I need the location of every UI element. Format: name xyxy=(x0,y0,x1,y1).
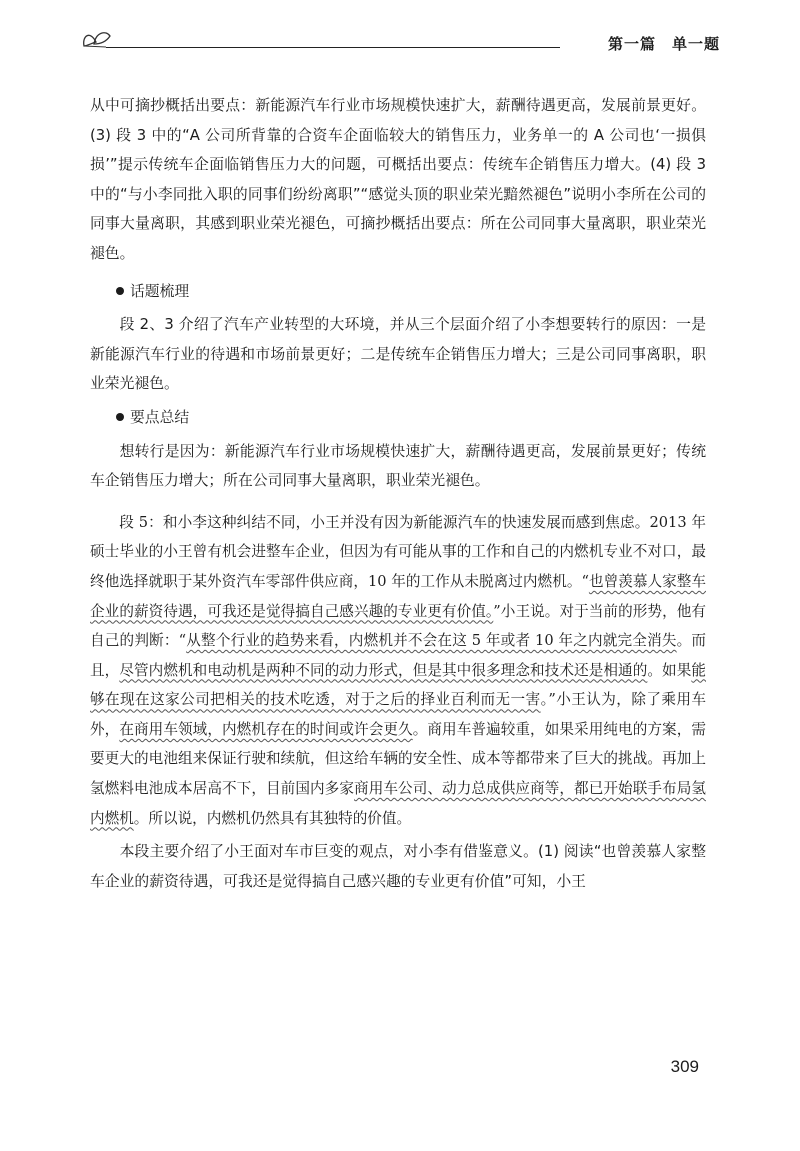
topic-paragraph: 段 2、3 介绍了汽车产业转型的大环境，并从三个层面介绍了小李想要转行的原因：一是新能源汽车行业的待遇和市场前景更好；二是传统车企销售压力增大；三是公司同事离职，职业荣光褪色。 xyxy=(90,316,706,393)
page-number: 309 xyxy=(670,1057,699,1076)
heading-label: 话题梳理 xyxy=(130,282,190,300)
underlined-text: 在商用车领域，内燃机存在的时间或许会更久 xyxy=(119,720,413,738)
text-run: 。而且， xyxy=(90,632,706,679)
analysis-paragraph-2: 本段主要介绍了小王面对车市巨变的观点，对小李有借鉴意义。(1) 阅读“也曾羡慕人家整车企业的薪资待遇，可我还是觉得搞自己感兴趣的专业更有价值”可知，小王 xyxy=(90,843,706,890)
underlined-text: 商用车公司、动力总成供应商等，都已开始联手布局氢内燃机 xyxy=(90,780,706,827)
underlined-text: 从整个行业的趋势来看，内燃机并不会在这 5 年或者 10 年之内就完全消失 xyxy=(186,632,677,650)
section-heading-topic xyxy=(90,277,706,307)
section-heading-summary xyxy=(90,403,706,433)
summary-paragraph: 想转行是因为：新能源汽车行业市场规模快速扩大，薪酬待遇更高，发展前景更好；传统车企销售压力增大；所在公司同事大量离职，职业荣光褪色。 xyxy=(90,442,706,490)
analysis-paragraph: 从中可摘抄概括出要点：新能源汽车行业市场规模快速扩大，薪酬待遇更高，发展前景更好。(3) 段 3 中的“A 公司所背靠的合资车企面临较大的销售压力，业务单一的 A 公司也‘一损俱损’”提示传统车企面临销售压力大的问题，可概括出要点：传统车企销售压力增大。(4) 段 3 中的“与小李同批入职的同事们纷纷离职”“感觉头顶的职业荣光黯然褪色”说明小李所在公司的同事大量离职，其感到职业荣光褪色，可摘抄概括出要点：所在公司同事大量离职，职业荣光褪色。 xyxy=(90,97,706,262)
page-body xyxy=(90,91,706,896)
underlined-text: 能够在现在这家公司把相关的技术吃透，对于之后的择业百利而无一害 xyxy=(90,661,706,709)
bullet-icon xyxy=(116,287,124,295)
source-paragraph xyxy=(90,508,706,834)
text-run: 。商用车普遍较重，如果采用纯电的方案，需要更大的电池组来保证行驶和续航，但这给车辆的安全性、成本等都带来了巨大的挑战。再加上氢燃料电池成本居高不下，目前国内多家 xyxy=(90,720,706,798)
text-run: 。如果 xyxy=(647,661,692,679)
text-run: 。”小王认为，除了乘用车外， xyxy=(90,691,706,738)
bullet-icon xyxy=(116,413,124,421)
leaf-ornament-icon xyxy=(80,26,114,52)
running-header xyxy=(80,26,720,66)
text-run: 段 5：和小李这种纠结不同，小王并没有因为新能源汽车的快速发展而感到焦虑。2013 年硕士毕业的小王曾有机会进整车企业，但因为有可能从事的工作和自己的内燃机专业不对口，最终他选择就职于某外资汽车零部件供应商，10 年的工作从未脱离过内燃机。“ xyxy=(90,513,706,590)
underlined-text: 尽管内燃机和电动机是两种不同的动力形式，但是其中很多理念和技术还是相通的 xyxy=(119,661,648,679)
heading-label: 要点总结 xyxy=(130,408,190,426)
underlined-text: 也曾羡慕人家整车企业的薪资待遇，可我还是觉得搞自己感兴趣的专业更有价值。 xyxy=(90,572,706,620)
header-rule xyxy=(106,47,560,48)
text-run: 。所以说，内燃机仍然具有其独特的价值。 xyxy=(133,809,412,827)
chapter-title: 第一篇 单一题 xyxy=(607,35,720,53)
text-run: ”小王说。对于当前的形势，他有自己的判断：“ xyxy=(90,602,707,650)
